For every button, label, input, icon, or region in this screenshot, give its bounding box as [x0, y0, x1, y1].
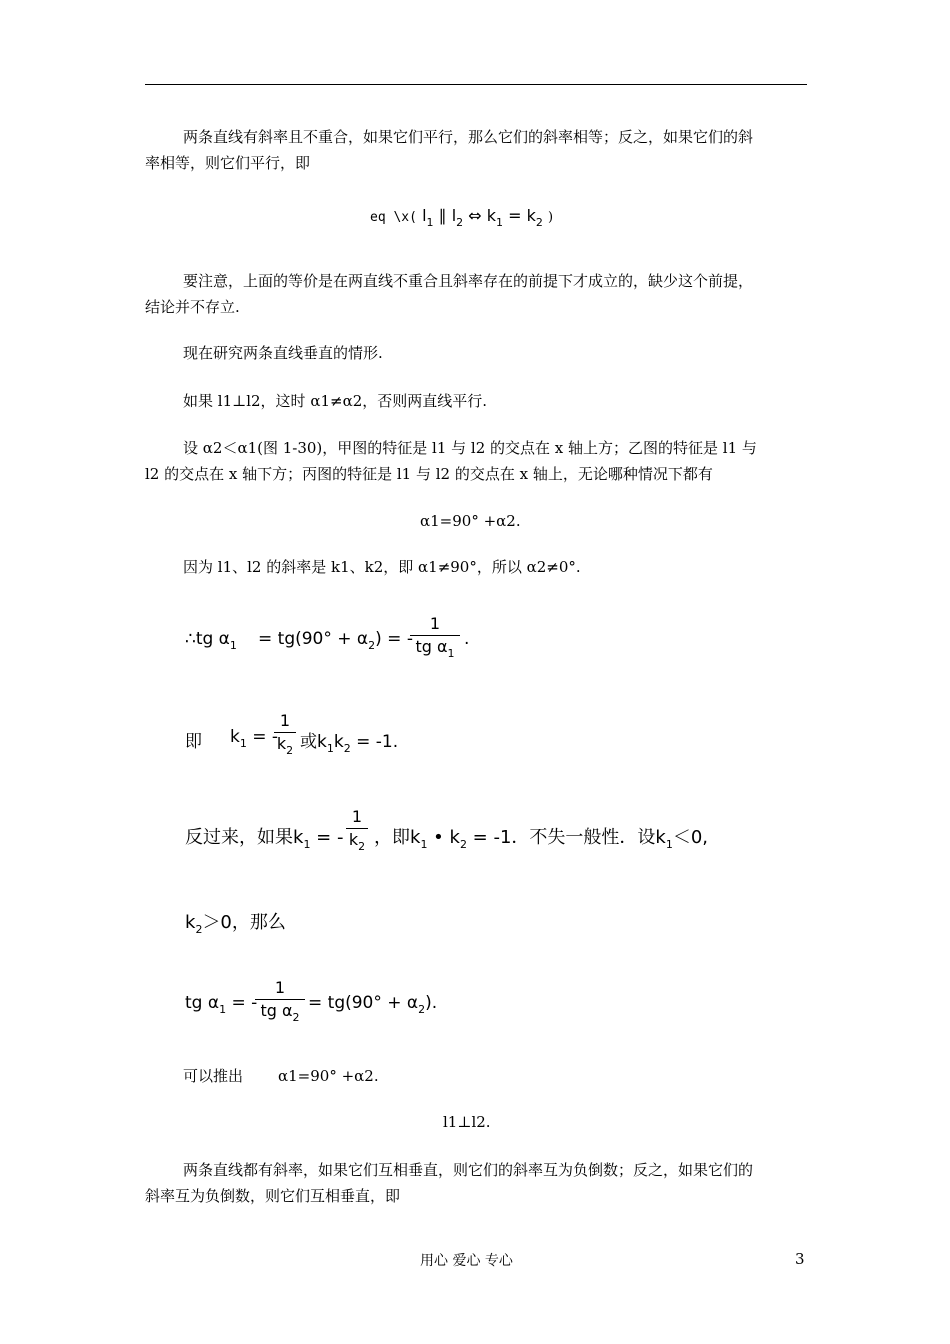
eq-l1: $l_1$ [422, 206, 434, 229]
header-rule [145, 84, 807, 85]
eq5-rest: ，即$k_1$ • $k_2 = -1$．不失一般性．设$k_1<0$, [374, 827, 709, 851]
footer-text: 用心 爱心 专心 [420, 1253, 513, 1269]
eq7-left: tg $\alpha_1$ = - [185, 993, 258, 1016]
paragraph-line: 设 α2＜α1(图 1-30)，甲图的特征是 l1 与 l2 的交点在 x 轴上方；乙图的特征是 l1 与 [183, 439, 757, 457]
equation-parallel [370, 206, 554, 229]
paragraph-line: 因为 l1、l2 的斜率是 k1、k2，即 α1≠90°，所以 α2≠0°. [183, 558, 581, 576]
paragraph-line: 要注意，上面的等价是在两直线不重合且斜率存在的前提下才成立的，缺少这个前提， [183, 272, 754, 290]
equation-perpendicular: l1⊥l2. [443, 1113, 491, 1131]
eq-l2: $l_2$ [451, 206, 464, 229]
paragraph-line: 结论并不存立. [145, 298, 240, 316]
paragraph-line: 如果 l1⊥l2，这时 α1≠α2，否则两直线平行. [183, 392, 488, 410]
eq-close: ) [547, 210, 554, 225]
page-number: 3 [795, 1250, 805, 1268]
eq4-rest: 或$k_1k_2 = -1$. [300, 732, 399, 755]
eq4-k1: $k_1$ = - [230, 727, 279, 750]
paragraph-line: 率相等，则它们平行，即 [145, 154, 311, 172]
eq3-end: . [464, 629, 470, 649]
paragraph-line: 可以推出 [183, 1067, 244, 1085]
eq3-left: ∴tg $\alpha_1$ [185, 629, 237, 652]
paragraph-line: 斜率互为负倒数，则它们互相垂直，即 [145, 1187, 401, 1205]
paragraph-line: l2 的交点在 x 轴下方；丙图的特征是 l1 与 l2 的交点在 x 轴上，无论哪种情况下都有 [145, 465, 713, 483]
eq7-fraction: 1 tg $\alpha_2$ [255, 978, 305, 1023]
paragraph-line: 现在研究两条直线垂直的情形. [183, 344, 383, 362]
eq-k2: = $k_2$ [508, 206, 543, 229]
eq3-fraction: 1 tg $\alpha_1$ [410, 614, 460, 659]
eq5-fraction: 1 $k_2$ [346, 807, 368, 852]
eq6: $k_2>0$，那么 [185, 912, 286, 936]
eq-parallel-sign: ∥ [438, 206, 447, 225]
eq-field-code: eq \x( [370, 210, 417, 225]
eq-iff-k1: ⇔ $k_1$ [468, 206, 504, 229]
eq3-middle: = $tg(90^\circ + \alpha_2)$ = - [258, 629, 413, 652]
eq5-pre: 反过来，如果$k_1$ = - [185, 827, 344, 851]
eq4-ji: 即 [185, 732, 202, 752]
paragraph-line: 两条直线有斜率且不重合，如果它们平行，那么它们的斜率相等；反之，如果它们的斜 [183, 128, 754, 146]
eq7-rest: = $tg(90^\circ + \alpha_2)$. [308, 993, 438, 1016]
paragraph-line: 两条直线都有斜率，如果它们互相垂直，则它们的斜率互为负倒数；反之，如果它们的 [183, 1161, 754, 1179]
equation-angle-relation: α1=90° +α2. [420, 512, 521, 530]
equation-angle-relation-2: α1=90° +α2. [278, 1067, 379, 1085]
eq4-fraction: 1 $k_2$ [274, 711, 296, 756]
